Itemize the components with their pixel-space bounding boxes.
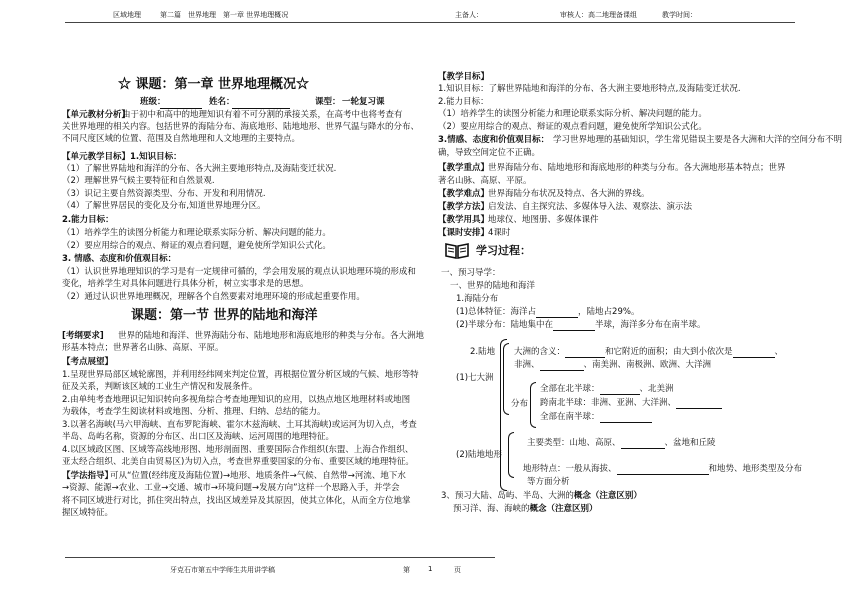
r-emotion-label: 3.情感、态度和价值观目标： [438, 135, 550, 145]
header-rule [65, 22, 795, 23]
type-label: 课型： [315, 97, 341, 107]
header-subject: 区域地理 [113, 11, 141, 19]
r-method-text: 启发法、自主探究法、多媒体导入法、观察法、演示法 [488, 202, 693, 212]
landform-label: (2)陆地地形 [456, 450, 503, 460]
class-blank [160, 99, 202, 109]
unit-analysis-line: 不同尺度区域的位置、范围及自然地理和人文地理的主要特点。 [62, 134, 301, 144]
size-order-blank-2 [540, 361, 584, 371]
goal-line: 1.知识目标：了解世界陆地和海洋的分布、各大洲主要地形特点,及海陆变迁状况. [438, 84, 741, 94]
dist-cross: 跨南北半球：非洲、亚洲、大洋洲、 [540, 398, 722, 409]
header-preparer: 主备人： [455, 11, 483, 19]
section-title: 课题：第一节 世界的陆地和海洋 [131, 308, 318, 323]
knowledge-goal: （3）识记主要自然资源类型、分布、开发和利用情况. [62, 189, 266, 199]
exam-expand-line: 征及关系，判断该区域的工业生产情况和发展条件。 [62, 382, 258, 392]
ability-goal: （1）培养学生的读图分析能力和理论联系实际分析、解决问题的能力。 [62, 228, 331, 238]
name-blank [232, 99, 290, 109]
landform-features-tail: 等方面分析 [527, 477, 570, 487]
exam-expand-line: 为载体，考查学生阅读材料或地图、分析、推理、归纳、总结的能力。 [62, 407, 326, 417]
footer-school: 牙克石市第五中学师生共用讲学稿 [170, 566, 275, 574]
header-chapter: 第二篇 世界地理 第一章 世界地理概况 [160, 11, 289, 19]
preview-item-3: 3、预习大陆、岛屿、半岛、大洲的概念（注意区别） [441, 491, 642, 501]
footer-page-number: 1 [428, 565, 433, 573]
footer-page-suffix: 页 [454, 566, 461, 574]
goal-line: （1）培养学生的读图分析能力和理论联系实际分析、解决问题的能力。 [438, 109, 707, 119]
north-blank [600, 385, 640, 395]
exam-expand-line: 4.以区域政区图、区域等高线地形图、地形剖面图、重要国际合作组织(东盟、上海合作组织、 [62, 445, 414, 455]
landform-types: 主要类型：山地、高原、 、盆地和丘陵 [527, 438, 716, 448]
knowledge-goal: （1）了解世界陆地和海洋的分布、各大洲主要地形特点,及海陆变迁状况. [62, 164, 337, 174]
preview-item-4: 预习洋、海、海峡的概念（注意区别） [453, 504, 598, 514]
type-value: 一轮复习课 [342, 97, 385, 107]
exam-expand-line: 3.以著名海峡(马六甲海峡、直布罗陀海峡、霍尔木兹海峡、土耳其海峡)或运河为切入点，考查 [62, 420, 417, 430]
size-order-blank-1 [733, 348, 775, 358]
emotion-goal-label: 3. 情感、态度和价值观目标： [62, 254, 177, 264]
ability-goal: （2）要应用综合的观点、辩证的观点看问题，避免使所学知识公式化。 [62, 241, 331, 251]
ability-goal-label: 2.能力目标： [62, 215, 114, 225]
section-heading: 一、世界的陆地和海洋 [450, 281, 536, 291]
knowledge-goal-label: 1.知识目标： [130, 152, 182, 162]
knowledge-goal: （2）理解世界气候主要特征和自然景观. [62, 176, 215, 186]
method-line: →资源、能源→农业、工业→交通、城市→环境问题→发展方向”这样一个思路入手，并学会 [62, 483, 400, 493]
tools-label: 【教学用具】 [438, 215, 490, 225]
r-method-label: 【教学方法】 [438, 202, 490, 212]
page-header [0, 10, 860, 22]
landform-brace [508, 432, 514, 478]
hours-text: 4课时 [488, 228, 511, 238]
method-line: 将不同区域进行对比，抓住突出特点，找出区域差异及其原因，使其立体化，从而全方位地掌 [62, 496, 411, 506]
exam-req-line: 世界的陆地和海洋、世界海陆分布、陆地地形和海底地形的种类与分布。各大洲地 [118, 331, 425, 341]
book-icon [445, 242, 469, 260]
ocean-percent-blank [536, 308, 578, 318]
emotion-goal: （2）通过认识世界地理概况，理解各个自然要素对地理环境的形成起重要作用。 [62, 292, 365, 302]
hemisphere-feature: (2)半球分布：陆地集中在 半球，海洋多分布在南半球。 [456, 320, 706, 330]
focus-label: 【教学重点】 [438, 163, 490, 173]
emotion-goal: （1）认识世界地理知识的学习是有一定规律可循的，学会用发展的观点认识地理环境的形成和 [62, 267, 416, 277]
tools-text: 地球仪、地图册、多媒体课件 [488, 215, 599, 225]
landform-feature-blank [617, 465, 709, 475]
method-line: 握区域特征。 [62, 508, 114, 518]
unit-analysis-line: 关世界地理的相关内容。包括世界的海陆分布、海底地形、陆地地形、世界气温与降水的分布、 [62, 122, 420, 132]
distribution-label: 分布 [511, 399, 529, 409]
continent-definition: 大洲的含义： 和它附近的面积；由大到小依次是 、 [514, 347, 784, 357]
goal-label: 【教学目标】 [438, 72, 490, 82]
continents-brace [503, 343, 509, 415]
exam-expand-line: 半岛、岛屿名称，资源的分布区、出口区及海峡、运河周围的地理特征。 [62, 432, 335, 442]
difficulty-label: 【教学难点】 [438, 189, 490, 199]
landform-type-blank [621, 439, 665, 449]
r-emotion-line: 确，导致空间定位不正确。 [438, 148, 541, 158]
landform-features: 地形特点：一般从海拔、 和地势、地形类型及分布 [523, 464, 803, 474]
goal-line: （2）要应用综合的观点、辩证的观点看问题，避免使所学知识公式化。 [438, 122, 707, 132]
process-title: 学习过程： [476, 244, 531, 257]
knowledge-goal: （4）了解世界居民的变化及分布,知道世界地理分区。 [62, 201, 266, 211]
exam-expand-line: 1.呈现世界局部区域轮廓图，并利用经纬网来判定位置，再根据位置分析区域的气候、地形等特 [62, 370, 419, 380]
header-reviewer: 审核人：高二地理备课组 [560, 11, 637, 19]
exam-expand-line: 2.由单纯考查地理识记知识转向多视角综合考查地理知识的应用，以热点地区地理材料或地图 [62, 395, 411, 405]
cross-blank [676, 399, 722, 409]
unit-analysis-label: 【单元教材分析】 [62, 110, 131, 120]
exam-expand-label: 【考点展望】 [62, 357, 114, 367]
goal-line: 2.能力目标： [438, 97, 489, 107]
preview-heading: 一、预习导学： [441, 268, 501, 278]
sea-land-heading: 1.海陆分布 [456, 294, 499, 304]
focus-line: 著名山脉、高原、平原。 [438, 176, 532, 186]
emotion-goal: 变化，培养学生对具体问题进行具体分析，树立实事求是的思想。 [62, 279, 309, 289]
south-blank [600, 413, 652, 423]
r-emotion-line: 学习世界地理的基础知识，学生常见错误主要是各大洲和大洋的空间分布不明 [553, 135, 843, 145]
exam-req-line: 形基本特点；世界著名山脉、高原、平原。 [62, 343, 224, 353]
footer-rule [65, 557, 495, 558]
exam-req-label: [考纲要求] [62, 331, 104, 341]
method-line: 可从“位置(经纬度及海陆位置)→地形、地质条件→气候、自然带→河流、地下水 [110, 471, 406, 481]
dist-north: 全部在北半球： 、北美洲 [540, 384, 674, 394]
seven-continents-label: (1)七大洲 [456, 373, 494, 383]
overall-feature: (1)总体特征：海洋占 ，陆地占29%。 [456, 307, 640, 317]
dist-south: 全部在南半球： [540, 412, 652, 423]
name-label: 姓名： [209, 97, 235, 107]
class-label: 班级： [140, 97, 166, 107]
exam-expand-line: 亚太经合组织、北美自由贸易区)为切入点，考查世界重要国家的分布、重要区域的地理特征。 [62, 457, 414, 467]
focus-line: 世界海陆分布、陆地地形和海底地形的种类与分布。各大洲地形基本特点；世界 [488, 163, 786, 173]
definition-blank [565, 348, 605, 358]
method-label: 【学法指导】 [62, 471, 114, 481]
land-hemisphere-blank [553, 321, 595, 331]
continent-list: 非洲、 、南美洲、南极洲、欧洲、大洋洲 [514, 360, 712, 370]
distribution-brace [530, 382, 536, 428]
footer-page-prefix: 第 [403, 566, 410, 574]
difficulty-text: 世界海陆分布状况及特点、各大洲的界线。 [488, 189, 650, 199]
header-teach-time: 教学时间： [662, 11, 697, 19]
hours-label: 【课时安排】 [438, 228, 490, 238]
land-label: 2.陆地 [470, 347, 496, 357]
unit-goal-label: 【单元教学目标】 [62, 152, 131, 162]
unit-analysis-line: 由于初中和高中的地理知识有着不可分割的承接关系，在高考中也将考查有 [122, 110, 403, 120]
page-title: ☆ 课题：第一章 世界地理概况☆ [118, 77, 310, 92]
